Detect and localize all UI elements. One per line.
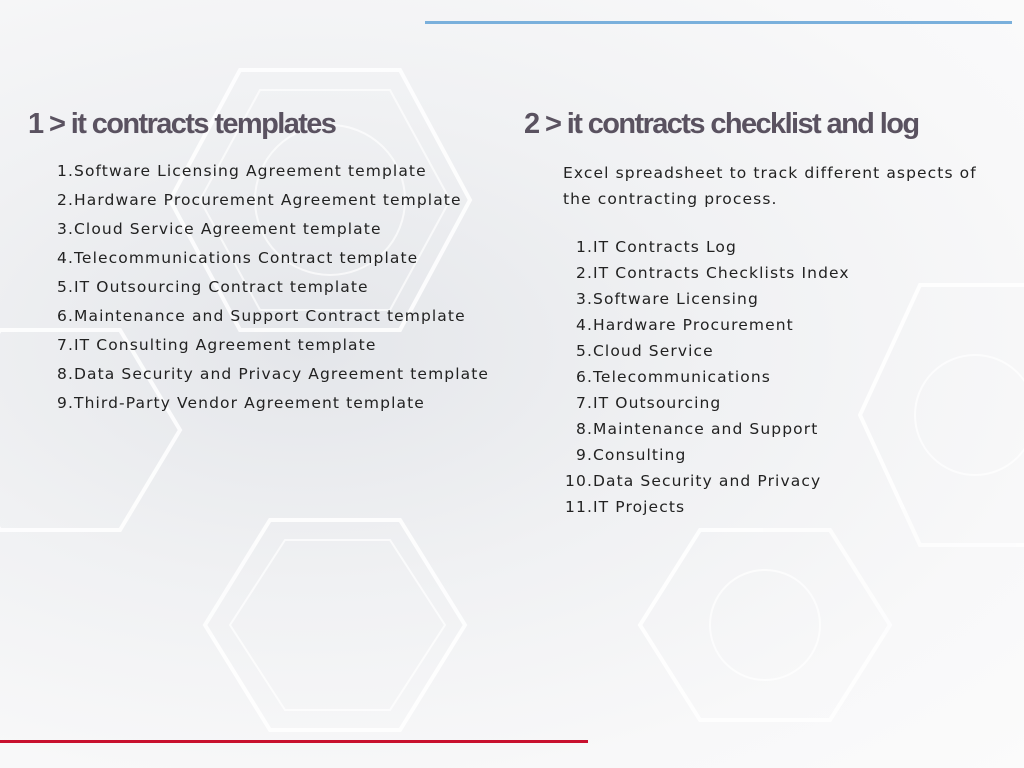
item-number: 3. bbox=[57, 220, 74, 238]
list-item bbox=[560, 264, 850, 290]
item-number: 4. bbox=[57, 249, 74, 267]
item-number: 11. bbox=[565, 498, 593, 516]
item-label: Data Security and Privacy bbox=[593, 472, 822, 490]
item-number: 1. bbox=[57, 162, 74, 180]
list-item bbox=[560, 446, 850, 472]
list-item bbox=[50, 394, 489, 423]
item-number: 8. bbox=[576, 420, 593, 438]
item-number: 3. bbox=[576, 290, 593, 308]
item-label: Hardware Procurement Agreement template bbox=[74, 191, 462, 209]
item-number: 9. bbox=[57, 394, 74, 412]
item-number: 2. bbox=[576, 264, 593, 282]
list-item bbox=[560, 316, 850, 342]
item-label: IT Projects bbox=[593, 498, 686, 516]
item-label: IT Consulting Agreement template bbox=[74, 336, 377, 354]
item-number: 4. bbox=[576, 316, 593, 334]
list-item bbox=[50, 278, 489, 307]
checklist-list bbox=[560, 238, 850, 524]
list-item bbox=[560, 368, 850, 394]
list-item bbox=[560, 498, 850, 524]
list-item bbox=[560, 472, 850, 498]
item-label: Cloud Service Agreement template bbox=[74, 220, 382, 238]
list-item bbox=[560, 420, 850, 446]
item-number: 10. bbox=[565, 472, 593, 490]
item-number: 6. bbox=[576, 368, 593, 386]
item-label: Maintenance and Support Contract template bbox=[74, 307, 466, 325]
item-label: Hardware Procurement bbox=[593, 316, 794, 334]
top-accent-line bbox=[425, 21, 1012, 24]
checklist-heading: 2 > it contracts checklist and log bbox=[524, 108, 919, 140]
list-item bbox=[50, 191, 489, 220]
list-item bbox=[50, 162, 489, 191]
item-label: IT Contracts Checklists Index bbox=[593, 264, 850, 282]
item-number: 5. bbox=[57, 278, 74, 296]
list-item bbox=[560, 290, 850, 316]
list-item bbox=[560, 238, 850, 264]
item-label: Cloud Service bbox=[593, 342, 714, 360]
item-number: 8. bbox=[57, 365, 74, 383]
list-item bbox=[50, 307, 489, 336]
item-label: Third-Party Vendor Agreement template bbox=[74, 394, 425, 412]
item-number: 7. bbox=[57, 336, 74, 354]
list-item bbox=[50, 220, 489, 249]
checklist-description: Excel spreadsheet to track different aspects of the contracting process. bbox=[563, 164, 977, 208]
templates-list bbox=[50, 162, 489, 423]
item-number: 1. bbox=[576, 238, 593, 256]
item-number: 2. bbox=[57, 191, 74, 209]
item-label: Data Security and Privacy Agreement template bbox=[74, 365, 490, 383]
item-label: Consulting bbox=[593, 446, 687, 464]
list-item bbox=[50, 365, 489, 394]
item-label: Telecommunications Contract template bbox=[74, 249, 419, 267]
list-item bbox=[50, 336, 489, 365]
item-number: 6. bbox=[57, 307, 74, 325]
item-label: Maintenance and Support bbox=[593, 420, 819, 438]
item-label: IT Contracts Log bbox=[593, 238, 737, 256]
item-label: Software Licensing bbox=[593, 290, 759, 308]
item-label: IT Outsourcing bbox=[593, 394, 722, 412]
item-label: Telecommunications bbox=[593, 368, 771, 386]
item-number: 5. bbox=[576, 342, 593, 360]
templates-heading: 1 > it contracts templates bbox=[28, 108, 336, 140]
item-number: 9. bbox=[576, 446, 593, 464]
bottom-accent-line bbox=[0, 740, 588, 743]
item-label: Software Licensing Agreement template bbox=[74, 162, 427, 180]
list-item bbox=[560, 394, 850, 420]
item-label: IT Outsourcing Contract template bbox=[74, 278, 369, 296]
list-item bbox=[560, 342, 850, 368]
list-item bbox=[50, 249, 489, 278]
item-number: 7. bbox=[576, 394, 593, 412]
